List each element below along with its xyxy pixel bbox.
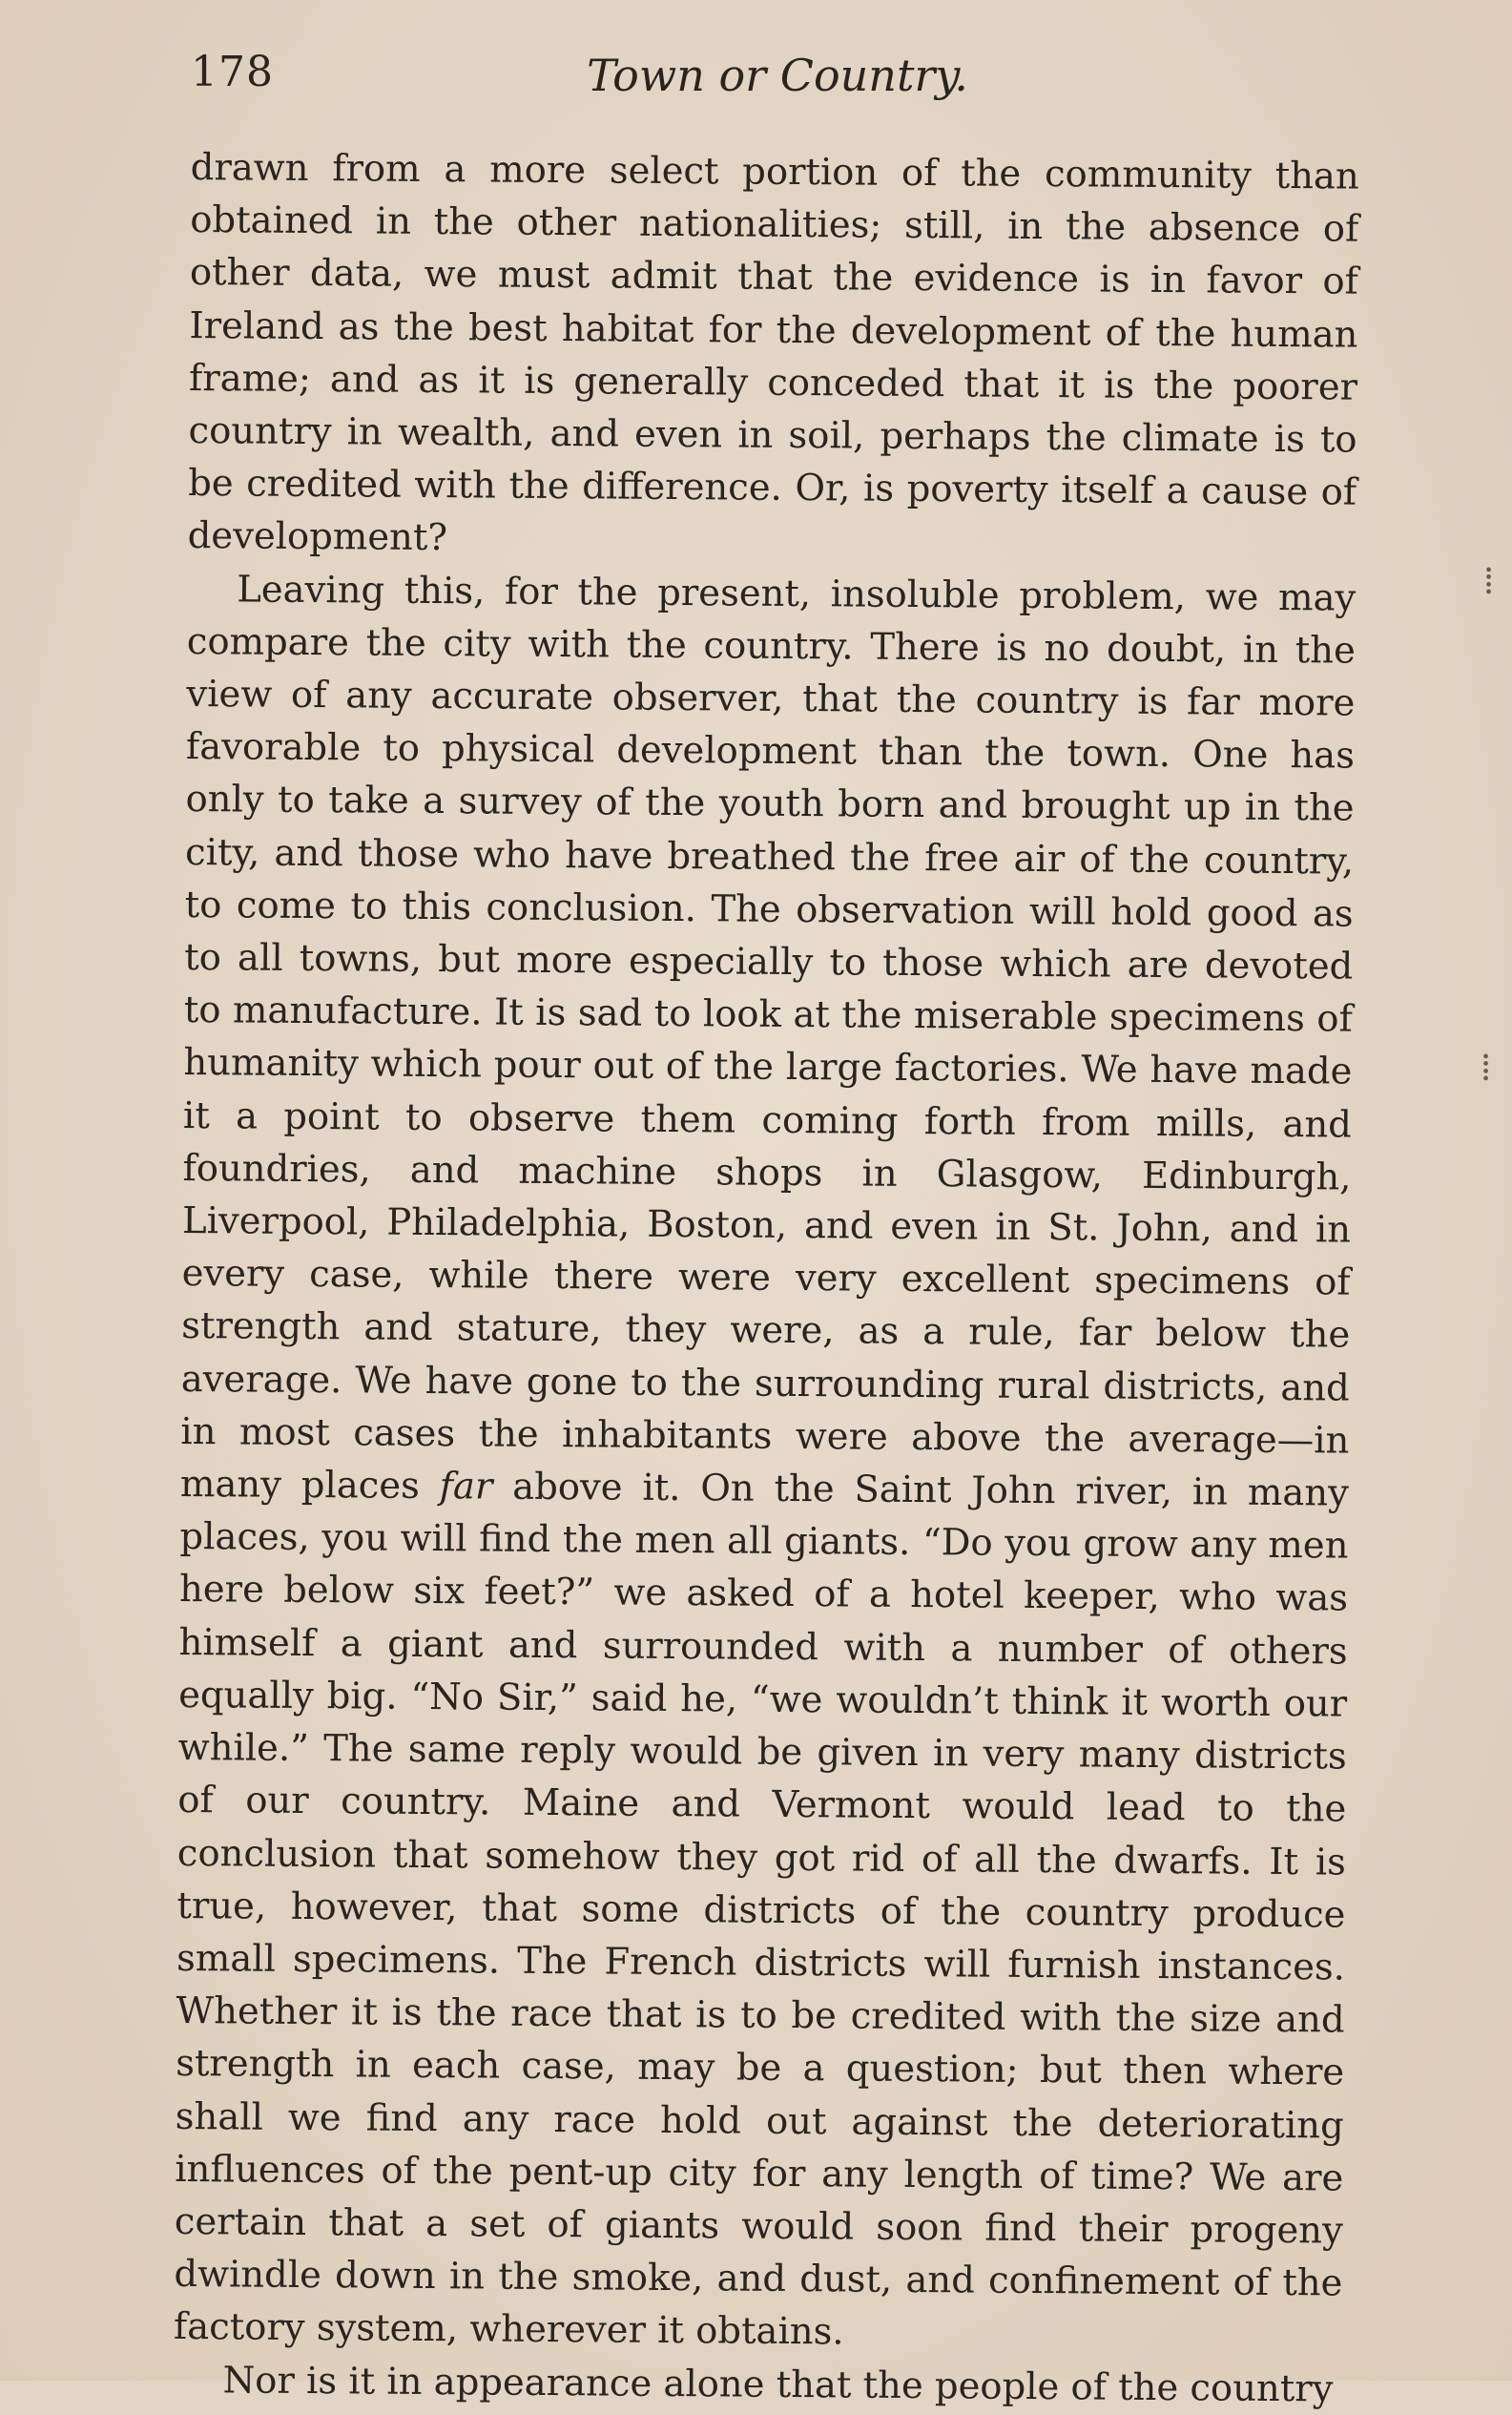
paragraph-1-text: drawn from a more select portion of the community than obtained in the other nationalities; still, in the absence of other data, we must admit that the evidence is in favor of Ireland as the best habitat for the development of the human frame; and as it is generally conceded that it is the poorer country in wealth, and even in soil, perhaps the climate is to be credited with the difference. Or, is poverty itself a cause of development? [187,145,1359,560]
margin-stain-mark: ⁞ [1481,1046,1492,1090]
paragraph-1 [188,141,1359,572]
paragraph-2 [174,563,1357,2363]
emphasis-far: far [439,1465,493,1509]
paragraph-2-text-start: Leaving this, for the present, insoluble problem, we may compare the city with the country. There is no doubt, in the view of any accurate observer, that the country is far more favorable to physical development than the town. One has only to take a survey of the youth born and brought up in the city, and those who have breathed the free air of the country, to come to this conclusion. The observation will hold good as to all towns, but more especially to those which are devoted to manufacture. It is sad to look at the miserable specimens of humanity which pour out of the large factories. We have made it a point to observe them coming forth from mills, and foundries, and machine shops in Glasgow, Edinburgh, Liverpool, Philadelphia, Boston, and even in St. John, and in every case, while there were very excellent specimens of strength and stature, they were, as a rule, far below the average. We have gone to the surrounding rural districts, and in most cases the inhabitants were above the average—in many places [179,568,1357,1509]
page-number: 178 [191,48,274,96]
running-title: Town or Country. [587,50,968,101]
page-header [191,38,1364,115]
paragraph-3-text: Nor is it in appearance alone that the people of the country [222,2358,1334,2411]
body-text [173,141,1359,2415]
margin-stain-mark: ⁞ [1483,559,1495,603]
paragraph-2-text-end: above it. On the Saint John river, in many places, you will find the men all giants. “Do you grow any men here below six feet?” we asked of a hotel keeper, who was himself a giant and surrounded with a number of others equally big. “No Sir,” said he, “we wouldn’t think it worth our while.” The same reply would be given in very many districts of our country. Maine and Vermont would lead to the conclusion that somehow they got rid of all the dwarfs. It is true, however, that some districts of the country produce small specimens. The French districts will furnish instances. Whether it is the race that is to be credited with the size and strength in each case, may be a question; but then where shall we find any race hold out against the deteriorating influences of the pent-up city for any length of time? We are certain that a set of giants would soon find their progeny dwindle down in the smoke, and dust, and confinement of the factory system, wherever it obtains. [173,1465,1350,2354]
paragraph-3 [173,2353,1341,2415]
